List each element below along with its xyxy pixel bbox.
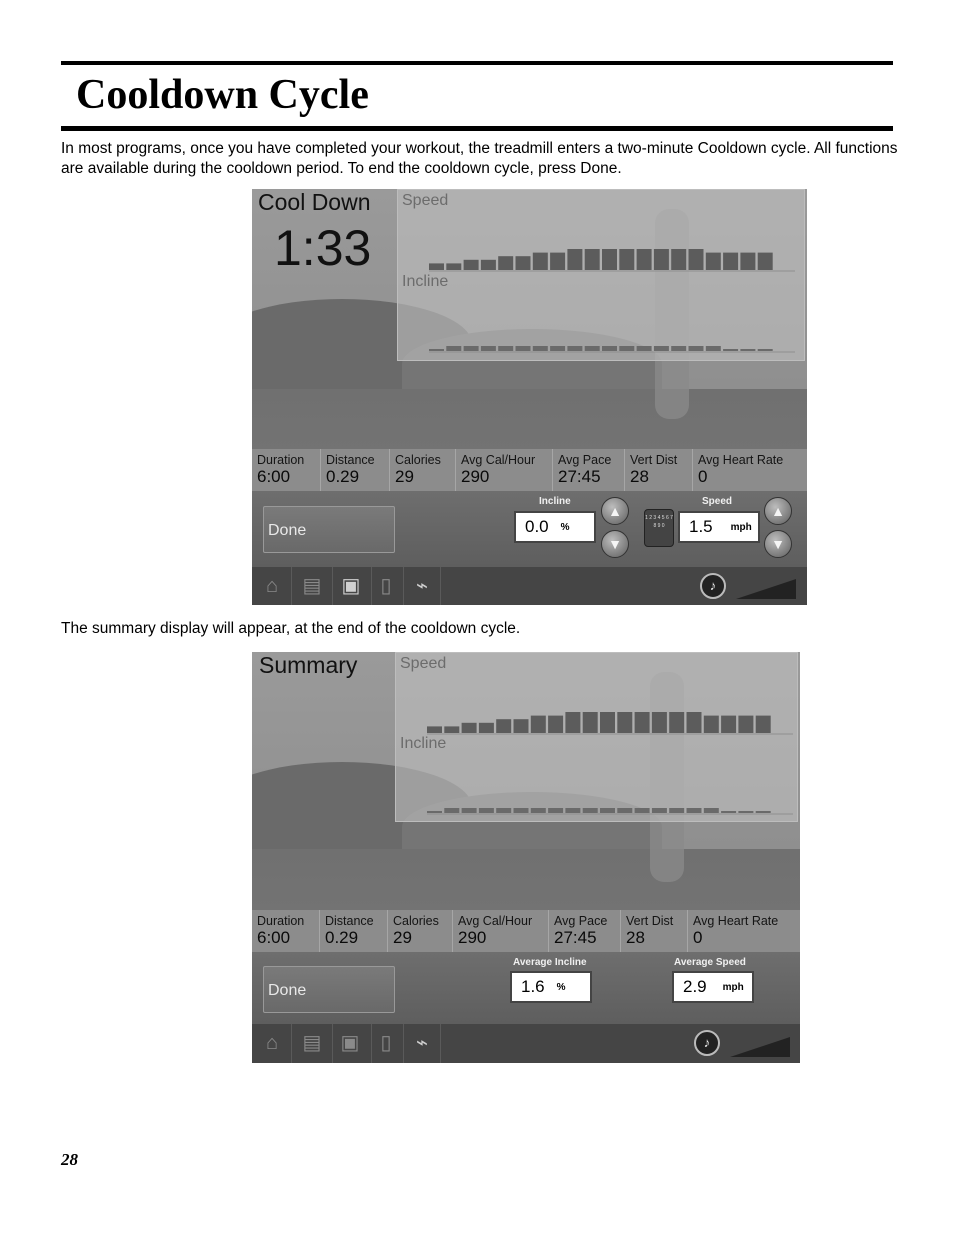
speed-bar [687, 712, 702, 733]
speed-bar [635, 712, 650, 733]
speed-bar [496, 719, 511, 733]
incline-bar [531, 808, 546, 813]
speed-bar [637, 249, 652, 270]
incline-bar [704, 808, 719, 813]
control-bar [252, 491, 807, 567]
incline-bar [756, 811, 771, 813]
speed-graph-label: Speed [400, 655, 447, 672]
incline-bar [617, 808, 632, 813]
music-icon[interactable]: ♪ [694, 1030, 720, 1056]
summary-paragraph: The summary display will appear, at the end of the cooldown cycle. [61, 620, 521, 637]
speed-bar [669, 712, 684, 733]
incline-bar [550, 346, 565, 351]
display-icon[interactable]: ▣ [341, 575, 361, 597]
speed-bar [481, 260, 496, 270]
title-rule-bottom [61, 126, 893, 131]
speed-bar [498, 256, 513, 270]
navigation-bar [252, 1024, 800, 1063]
incline-bar [671, 346, 686, 351]
media-player-icon[interactable]: ▯ [380, 575, 392, 597]
workout-profile-graph [395, 652, 798, 822]
incline-bar [514, 808, 529, 813]
done-button[interactable]: Done [263, 506, 395, 553]
incline-bar [687, 808, 702, 813]
incline-bar [654, 346, 669, 351]
speed-value-field[interactable]: 1.5 mph [678, 511, 760, 543]
stat-calories: Calories 29 [390, 449, 456, 491]
incline-bar [669, 808, 684, 813]
programs-icon[interactable]: ▤ [302, 575, 322, 597]
incline-bar [637, 346, 652, 351]
incline-control-label: Incline [539, 496, 571, 507]
incline-bar [706, 346, 721, 351]
incline-bar [738, 811, 753, 813]
speed-bar [756, 716, 771, 733]
incline-bar [516, 346, 531, 351]
incline-down-button[interactable]: ▼ [601, 530, 629, 558]
speed-bar [671, 249, 686, 270]
speed-graph-label: Speed [402, 192, 449, 209]
control-bar [252, 952, 800, 1024]
speed-bar [446, 263, 461, 270]
speed-bar [464, 260, 479, 270]
usb-icon[interactable]: ⌁ [415, 575, 429, 597]
average-speed-value: 2.9 mph [672, 971, 754, 1003]
speed-bar [600, 712, 615, 733]
cooldown-timer: 1:33 [274, 220, 372, 276]
speed-down-button[interactable]: ▼ [764, 530, 792, 558]
speed-bar [583, 712, 598, 733]
speed-bar [427, 726, 442, 733]
volume-icon[interactable] [730, 1037, 790, 1057]
incline-bar [427, 811, 442, 813]
page-title: Cooldown Cycle [76, 72, 369, 118]
speed-bar [429, 263, 444, 270]
average-speed-label: Average Speed [674, 957, 746, 968]
speed-bar [654, 249, 669, 270]
speed-bar [758, 253, 773, 270]
incline-bar [479, 808, 494, 813]
incline-bar [585, 346, 600, 351]
speed-bar [689, 249, 704, 270]
workout-stats-bar [252, 449, 807, 491]
speed-bar [533, 253, 548, 270]
stat-duration: Duration 6:00 [252, 910, 320, 952]
speed-bar [723, 253, 738, 270]
average-incline-label: Average Incline [513, 957, 587, 968]
incline-bar [740, 349, 755, 351]
incline-bar [481, 346, 496, 351]
stat-avg-cal-hour: Avg Cal/Hour 290 [456, 449, 553, 491]
stat-avg-pace: Avg Pace 27:45 [549, 910, 621, 952]
incline-bar [723, 349, 738, 351]
speed-bar [514, 719, 529, 733]
mode-title: Cool Down [258, 189, 371, 215]
incline-bar [498, 346, 513, 351]
incline-bar [567, 346, 582, 351]
incline-bar [758, 349, 773, 351]
incline-bar [565, 808, 580, 813]
workout-stats-bar [252, 910, 800, 952]
stat-vert-dist: Vert Dist 28 [625, 449, 693, 491]
speed-control-label: Speed [702, 496, 733, 507]
speed-bar [516, 256, 531, 270]
stat-avg-heart-rate: Avg Heart Rate 0 [698, 453, 784, 486]
media-player-icon[interactable]: ▯ [380, 1032, 392, 1054]
keypad-button[interactable]: 1 2 3 4 5 6 7 8 9 0 [644, 509, 674, 547]
incline-graph-label: Incline [400, 735, 447, 752]
profile-bars [398, 190, 806, 362]
incline-bar [548, 808, 563, 813]
incline-bar [496, 808, 511, 813]
speed-bar [548, 716, 563, 733]
speed-bar [738, 716, 753, 733]
speed-bar [444, 726, 459, 733]
title-rule-top [61, 61, 893, 65]
workout-profile-graph [397, 189, 805, 361]
speed-bar [585, 249, 600, 270]
speed-bar [567, 249, 582, 270]
speed-bar [740, 253, 755, 270]
incline-value-field[interactable]: 0.0 % [514, 511, 596, 543]
incline-up-button[interactable]: ▲ [601, 497, 629, 525]
incline-bar [583, 808, 598, 813]
incline-bar [600, 808, 615, 813]
speed-bar [550, 253, 565, 270]
speed-bar [721, 716, 736, 733]
usb-icon[interactable]: ⌁ [415, 1032, 429, 1054]
incline-bar [446, 346, 461, 351]
mode-title: Summary [259, 652, 358, 678]
summary-screenshot [252, 652, 800, 1063]
done-button[interactable]: Done [263, 966, 395, 1013]
incline-bar [689, 346, 704, 351]
speed-bar [462, 723, 477, 733]
incline-graph-label: Incline [402, 273, 449, 290]
stat-avg-cal-hour: Avg Cal/Hour 290 [453, 910, 549, 952]
stat-distance: Distance 0.29 [321, 449, 390, 491]
display-icon[interactable]: ▣ [340, 1032, 360, 1054]
stat-calories: Calories 29 [388, 910, 453, 952]
stat-vert-dist: Vert Dist 28 [621, 910, 688, 952]
profile-bars [396, 653, 799, 823]
incline-bar [444, 808, 459, 813]
cooldown-screenshot [252, 189, 807, 605]
volume-icon[interactable] [736, 579, 796, 599]
page-number: 28 [61, 1150, 78, 1169]
incline-bar [464, 346, 479, 351]
incline-bar [602, 346, 617, 351]
home-icon[interactable]: ⌂ [265, 575, 279, 597]
stat-avg-heart-rate: Avg Heart Rate 0 [693, 914, 779, 947]
average-incline-value: 1.6 % [510, 971, 592, 1003]
incline-bar [721, 811, 736, 813]
stat-duration: Duration 6:00 [252, 449, 321, 491]
stat-distance: Distance 0.29 [320, 910, 388, 952]
intro-paragraph: In most programs, once you have completed your workout, the treadmill enters a two-minute Cooldown cycle. All functions are available during the cooldown period. To end the cooldown cycle, press Done. [61, 140, 898, 177]
incline-bar [652, 808, 667, 813]
music-icon[interactable]: ♪ [700, 573, 726, 599]
speed-bar [617, 712, 632, 733]
stat-avg-pace: Avg Pace 27:45 [553, 449, 625, 491]
speed-bar [619, 249, 634, 270]
speed-bar [531, 716, 546, 733]
programs-icon[interactable]: ▤ [302, 1032, 322, 1054]
incline-bar [635, 808, 650, 813]
incline-bar [619, 346, 634, 351]
incline-bar [462, 808, 477, 813]
incline-bar [429, 349, 444, 351]
speed-bar [602, 249, 617, 270]
home-icon[interactable]: ⌂ [265, 1032, 279, 1054]
speed-bar [706, 253, 721, 270]
speed-bar [704, 716, 719, 733]
speed-up-button[interactable]: ▲ [764, 497, 792, 525]
speed-bar [652, 712, 667, 733]
incline-bar [533, 346, 548, 351]
speed-bar [565, 712, 580, 733]
navigation-bar [252, 567, 807, 605]
speed-bar [479, 723, 494, 733]
